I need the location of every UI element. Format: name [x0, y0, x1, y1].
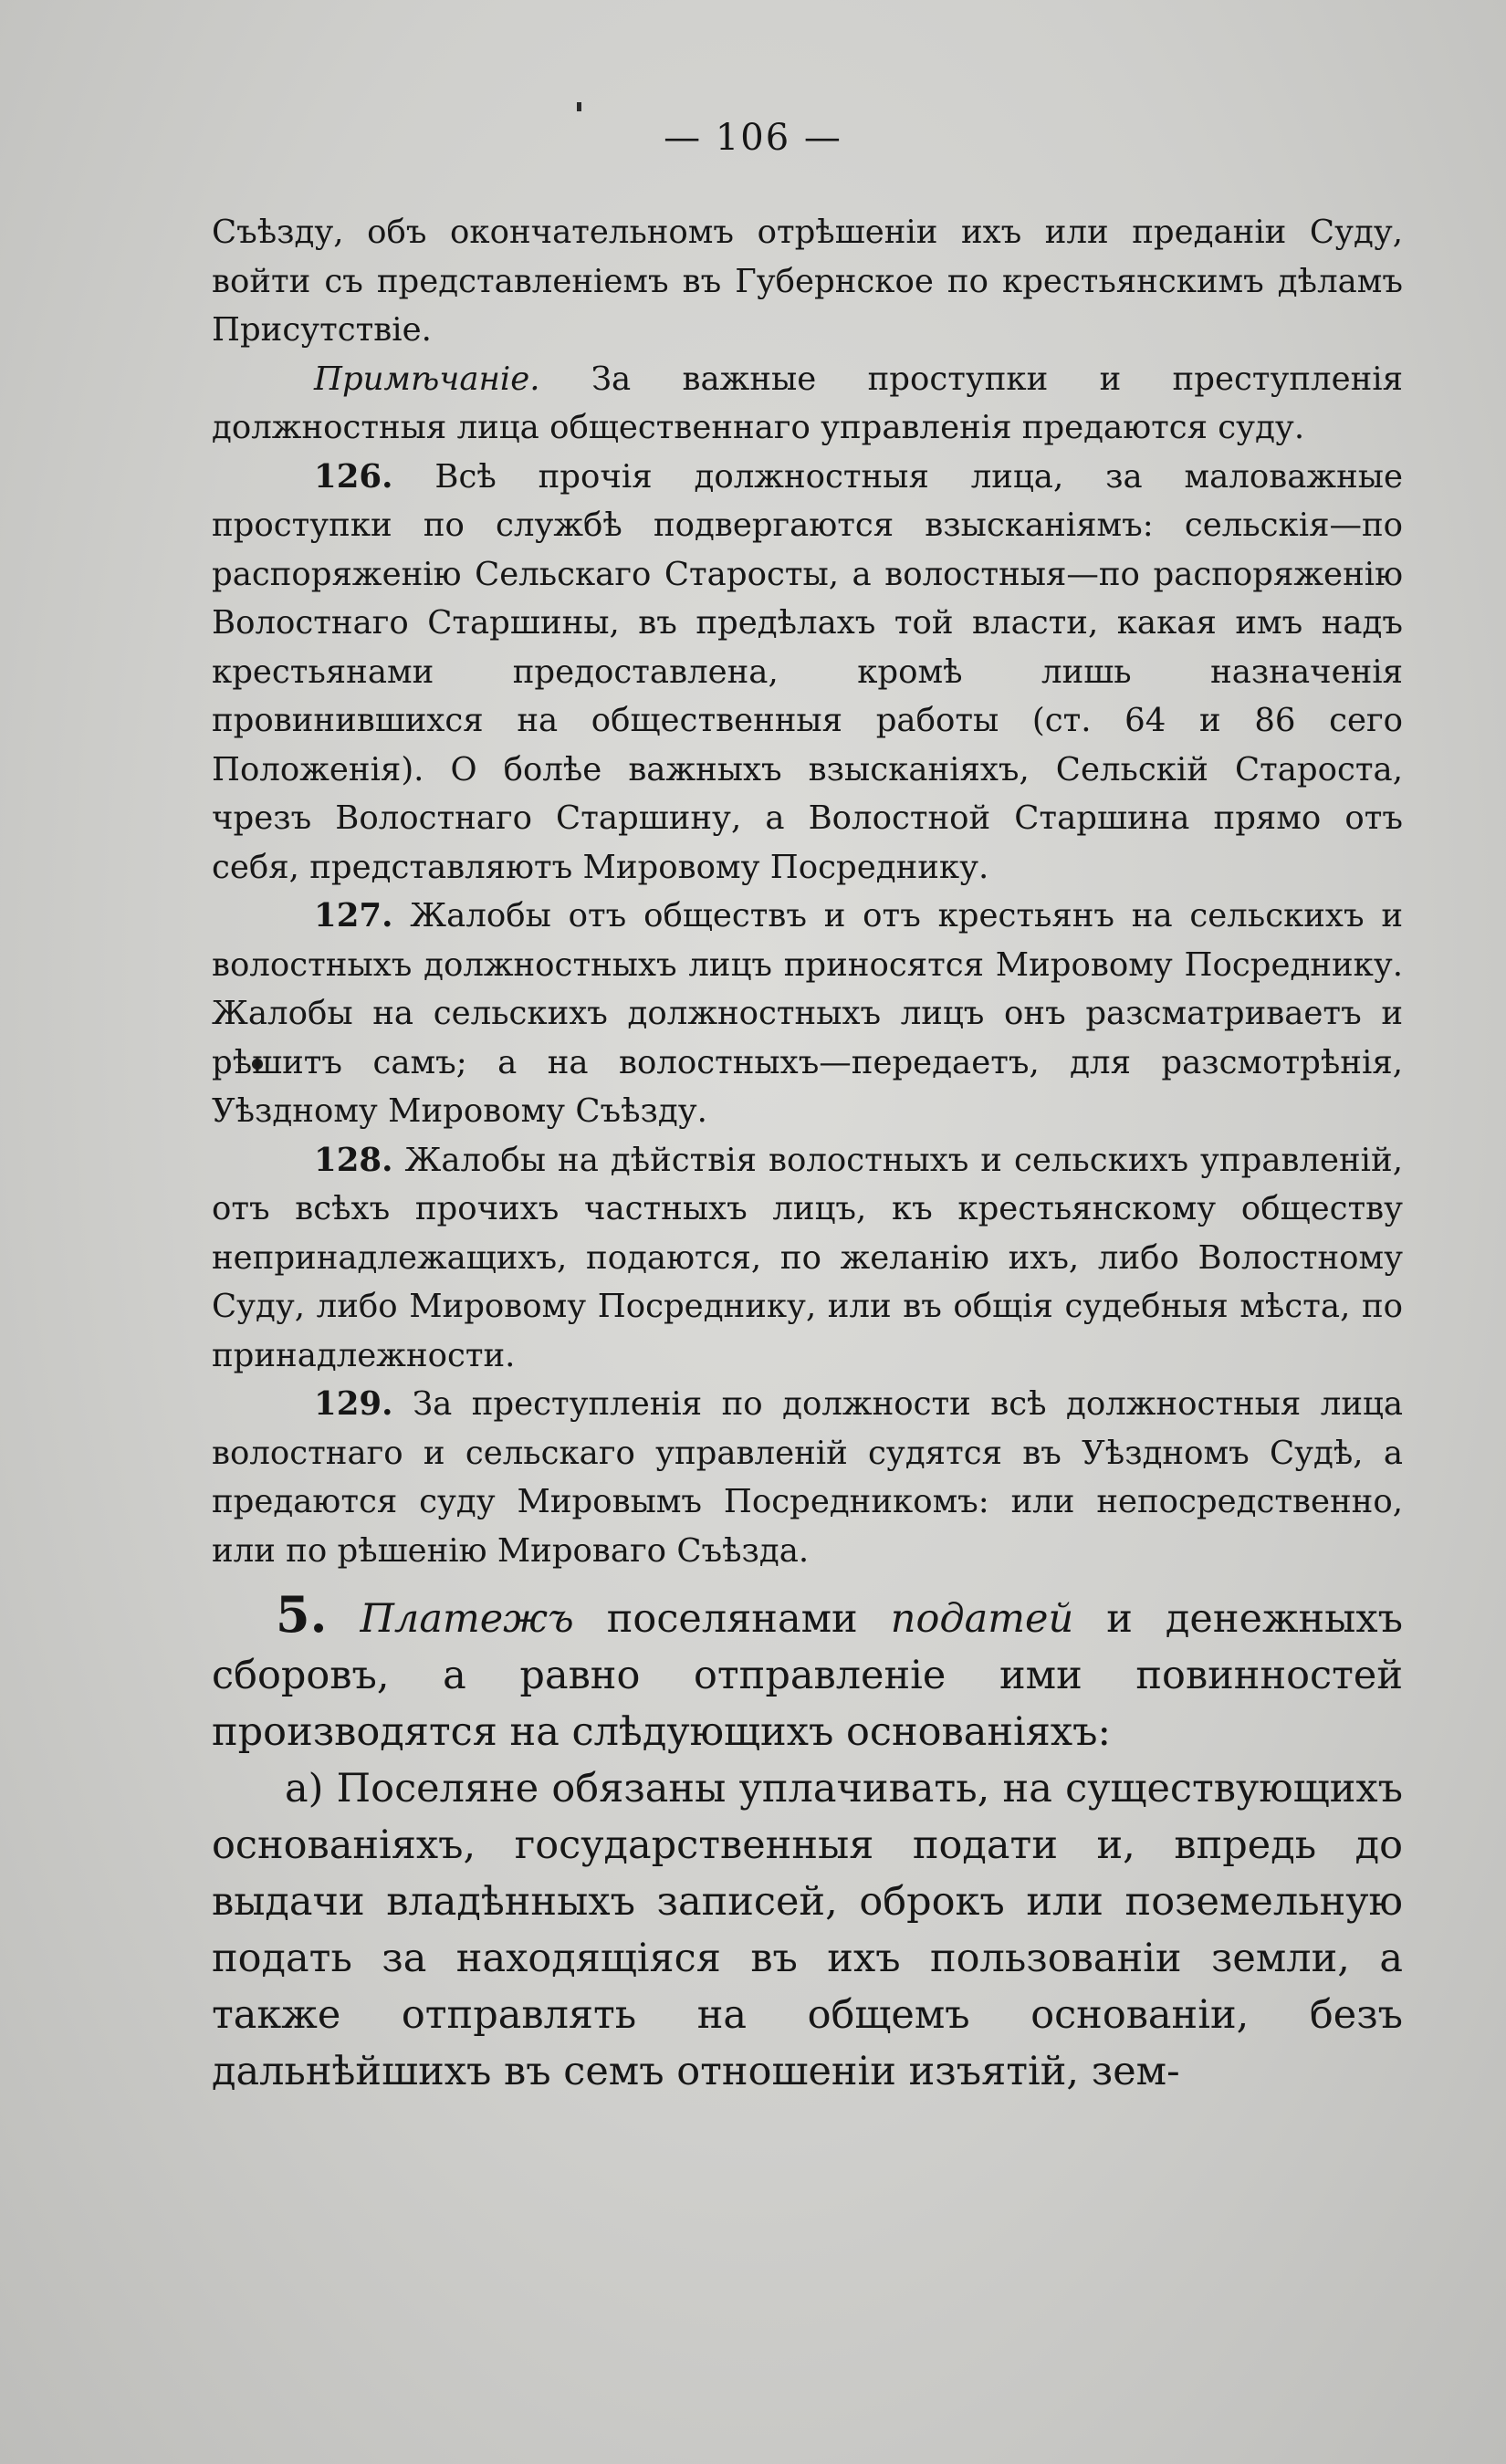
body-text [212, 208, 1403, 2100]
section-emphasis: податей [890, 1596, 1074, 1642]
item-a-text: а) Поселяне обязаны уплачивать, на существующихъ основаніяхъ, государственныя подати и, впредь до выдачи владѣнныхъ записей, оброкъ или поземельную подать за находящіяся въ ихъ пользованіи земли, а также отправлять на общемъ основаніи, безъ дальнѣйшихъ въ семъ отношеніи изъятій, зем- [212, 1766, 1403, 2094]
article-128 [212, 1136, 1403, 1381]
article-number: 128. [314, 1141, 393, 1179]
article-number: 126. [314, 457, 393, 496]
section-5-heading [212, 1586, 1403, 1760]
section-5-item-a [212, 1760, 1403, 2100]
article-text: За преступленія по должности всѣ должностныя лица волостнаго и сельскаго управленій судятся въ Уѣздномъ Судѣ, а предаются суду Мировымъ Посредникомъ: или непосредственно, или по рѣшенію Мироваго Съѣзда. [212, 1385, 1403, 1570]
article-126 [212, 453, 1403, 893]
section-text: поселянами [573, 1596, 891, 1642]
paragraph-text: Съѣзду, объ окончательномъ отрѣшеніи ихъ или преданіи Суду, войти съ представленіемъ въ Губернское по крестьянскимъ дѣламъ Присутствіе. [212, 214, 1403, 349]
note-text: За важные проступки и преступленія должностныя лица общественнаго управленія предаются суду. [212, 360, 1403, 446]
article-text: Жалобы на дѣйствія волостныхъ и сельскихъ управленій, отъ всѣхъ прочихъ частныхъ лицъ, къ крестьянскому обществу непринадлежащихъ, подаются, по желанію ихъ, либо Волостному Суду, либо Мировому Посреднику, или въ общія судебныя мѣста, по принадлежности. [212, 1141, 1403, 1374]
article-text: Жалобы отъ обществъ и отъ крестьянъ на сельскихъ и волостныхъ должностныхъ лицъ приносятся Мировому Посреднику. Жалобы на сельскихъ должностныхъ лицъ онъ разсматриваетъ и рѣшитъ самъ; а на волостныхъ—передаетъ, для разсмотрѣнія, Уѣздному Мировому Съѣзду. [212, 897, 1403, 1130]
article-number: 129. [314, 1385, 393, 1423]
section-emphasis: Платежъ [360, 1596, 574, 1642]
section-text: и денежныхъ сборовъ, а равно отправленіе ими повинностей производятся на слѣдующихъ основаніяхъ: [212, 1596, 1404, 1755]
article-text: Всѣ прочія должностныя лица, за маловажные проступки по службѣ подвергаются взысканіямъ: сельскія—по распоряженію Сельскаго Старосты, а волостныя—по распоряженію Волостнаго Старшины, въ предѣлахъ той власти, какая имъ надъ крестьянами предоставлена, кромѣ лишь назначенія провинившихся на общественныя работы (ст. 64 и 86 сего Положенія). О болѣе важныхъ взысканіяхъ, Сельскій Староста, чрезъ Волостнаго Старшину, а Волостной Старшина прямо отъ себя, представляютъ Мировому Посреднику. [212, 457, 1403, 886]
ink-speck [577, 102, 581, 111]
article-number: 127. [314, 897, 393, 934]
article-127 [212, 892, 1403, 1136]
section-number: 5. [276, 1585, 328, 1644]
article-129 [212, 1380, 1403, 1575]
note-heading: Примѣчаніе. [314, 360, 540, 398]
note-paragraph [212, 355, 1403, 453]
paragraph-continued [212, 208, 1403, 355]
page-number: — 106 — [664, 117, 842, 159]
